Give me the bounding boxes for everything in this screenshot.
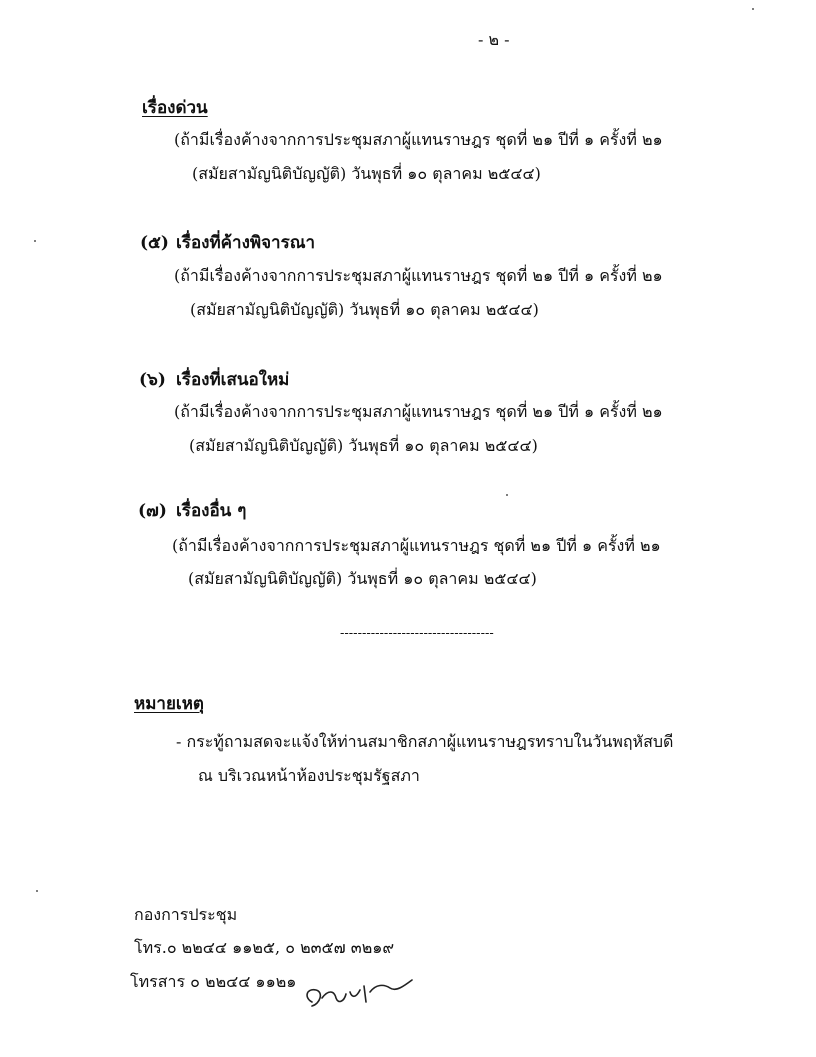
section-5-title: เรื่องที่ค้างพิจารณา (176, 233, 316, 253)
urgent-line-2: (สมัยสามัญนิติบัญญัติ) วันพุธที่ ๑๐ ตุลาคม ๒๕๔๔) (192, 164, 541, 183)
scan-speck (506, 494, 508, 496)
urgent-title: เรื่องด่วน (142, 98, 208, 118)
scan-speck (34, 240, 36, 242)
section-6-title: เรื่องที่เสนอใหม่ (176, 370, 290, 390)
urgent-line-1: (ถ้ามีเรื่องค้างจากการประชุมสภาผู้แทนราษฎร ชุดที่ ๒๑ ปีที่ ๑ ครั้งที่ ๒๑ (174, 130, 663, 149)
section-6-line-2: (สมัยสามัญนิติบัญญัติ) วันพุธที่ ๑๐ ตุลาคม ๒๕๔๔) (189, 436, 538, 455)
section-6-number: (๖) (139, 370, 166, 390)
page-number: - ๒ - (478, 30, 510, 49)
footer-fax: โทรสาร ๐ ๒๒๔๔ ๑๑๒๑ (130, 972, 297, 991)
section-5-line-2: (สมัยสามัญนิติบัญญัติ) วันพุธที่ ๑๐ ตุลาคม ๒๕๔๔) (190, 300, 539, 319)
scan-speck (752, 8, 754, 10)
section-5-line-1: (ถ้ามีเรื่องค้างจากการประชุมสภาผู้แทนราษฎร ชุดที่ ๒๑ ปีที่ ๑ ครั้งที่ ๒๑ (174, 266, 663, 285)
footer-phone: โทร.๐ ๒๒๔๔ ๑๑๒๕, ๐ ๒๓๕๗ ๓๒๑๙ (134, 938, 395, 957)
scan-speck (36, 890, 38, 892)
note-line-2: ณ บริเวณหน้าห้องประชุมรัฐสภา (198, 766, 420, 785)
section-7-number: (๗) (138, 501, 167, 521)
footer-office: กองการประชุม (134, 905, 238, 924)
separator-line: ----------------------------------- (340, 626, 494, 641)
signature (300, 968, 420, 1018)
note-line-1: - กระทู้ถามสดจะแจ้งให้ท่านสมาชิกสภาผู้แทนราษฎรทราบในวันพฤหัสบดี (176, 732, 674, 751)
section-5-number: (๕) (140, 233, 169, 253)
section-7-title: เรื่องอื่น ๆ (176, 501, 247, 521)
note-title: หมายเหตุ (134, 694, 204, 714)
section-6-line-1: (ถ้ามีเรื่องค้างจากการประชุมสภาผู้แทนราษฎร ชุดที่ ๒๑ ปีที่ ๑ ครั้งที่ ๒๑ (174, 402, 663, 421)
section-7-line-1: (ถ้ามีเรื่องค้างจากการประชุมสภาผู้แทนราษฎร ชุดที่ ๒๑ ปีที่ ๑ ครั้งที่ ๒๑ (172, 536, 661, 555)
section-7-line-2: (สมัยสามัญนิติบัญญัติ) วันพุธที่ ๑๐ ตุลาคม ๒๕๔๔) (188, 569, 537, 588)
